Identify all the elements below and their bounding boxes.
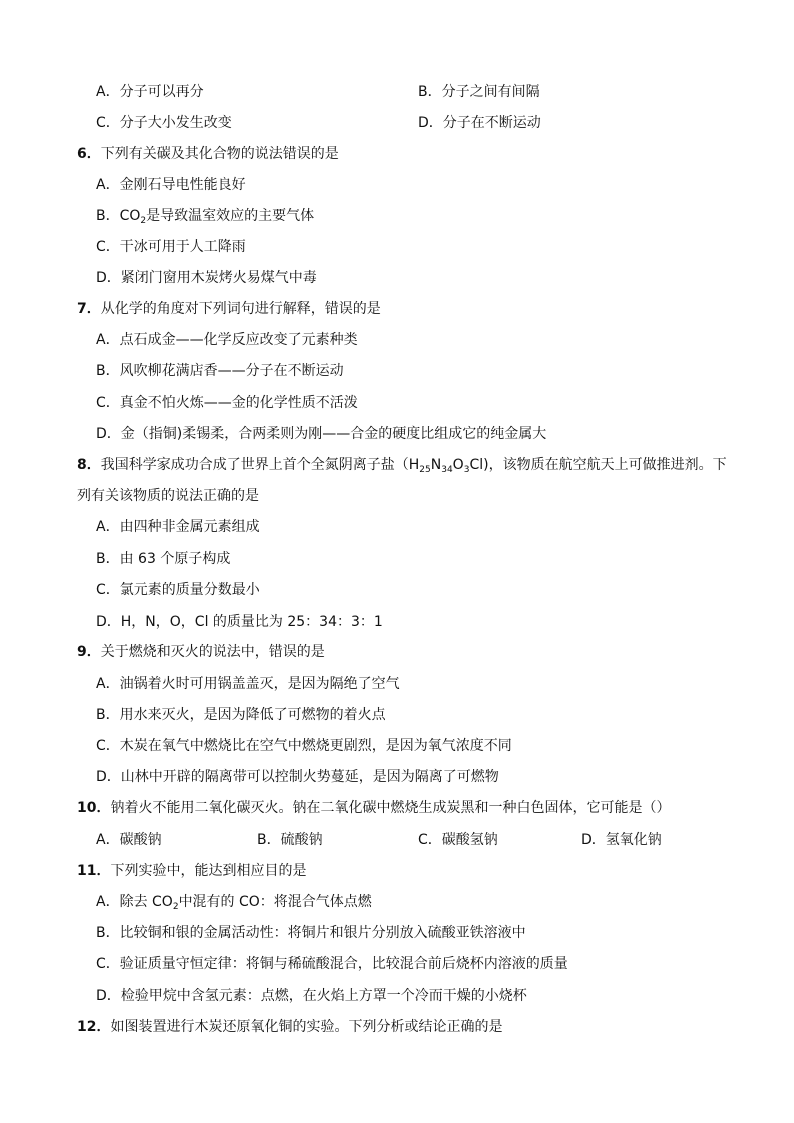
q11-option-a-post: 中混有的 CO：将混合气体点燃 [178, 894, 372, 910]
q8-stem-post: Cl)，该物质在航空航天上可做推进剂。下 [469, 457, 727, 473]
q8-formula-o: O [452, 457, 464, 473]
q12-stem [77, 1016, 794, 1038]
q10-option-d: D．氢氧化钠 [581, 832, 662, 848]
q9-option-b: B．用水来灭火，是因为降低了可燃物的着火点 [96, 707, 386, 723]
q9-option-d: D．山林中开辟的隔离带可以控制火势蔓延，是因为隔离了可燃物 [96, 769, 499, 785]
q12-number: 12． [77, 1019, 111, 1035]
q7-option-c: C．真金不怕火炼——金的化学性质不活泼 [96, 395, 358, 411]
q7-option-b: B．风吹柳花满店香——分子在不断运动 [96, 363, 344, 379]
q11-option-a-pre: A．除去 CO [96, 894, 173, 910]
q8-stem-pre: 我国科学家成功合成了世界上首个全氮阴离子盐（H [100, 457, 420, 473]
q5-options-row-2 [96, 112, 794, 134]
q6-option-b-pre: B．CO [96, 208, 141, 224]
q8-number: 8． [77, 457, 101, 473]
q6-option-c: C．干冰可用于人工降雨 [96, 239, 246, 255]
q8-option-d: D．H，N，O，Cl 的质量比为 25：34：3：1 [96, 614, 383, 630]
q8-formula-n: N [430, 457, 442, 473]
q5-option-d: D．分子在不断运动 [418, 115, 541, 131]
q6-stem [77, 143, 794, 165]
q6-option-a: A．金刚石导电性能良好 [96, 177, 246, 193]
q7-stem [77, 298, 794, 320]
q10-option-a: A．碳酸钠 [96, 832, 162, 848]
q8-formula-sub-1: 25 [419, 465, 431, 475]
q7-option-a: A．点石成金——化学反应改变了元素种类 [96, 332, 358, 348]
q9-stem-text: 关于燃烧和灭火的说法中，错误的是 [100, 644, 325, 660]
q11-option-d: D．检验甲烷中含氢元素：点燃，在火焰上方罩一个冷而干燥的小烧杯 [96, 988, 527, 1004]
q11-stem [77, 860, 794, 882]
q11-option-c: C．验证质量守恒定律：将铜与稀硫酸混合，比较混合前后烧杯内溶液的质量 [96, 956, 568, 972]
q9-option-a: A．油锅着火时可用锅盖盖灭，是因为隔绝了空气 [96, 676, 400, 692]
q6-option-b [96, 205, 794, 227]
q9-number: 9． [77, 644, 101, 660]
q11-option-a-sub: 2 [172, 902, 179, 912]
q11-option-a [96, 891, 794, 913]
q5-option-b: B．分子之间有间隔 [418, 84, 540, 100]
q6-number: 6． [77, 146, 101, 162]
q7-stem-text: 从化学的角度对下列词句进行解释，错误的是 [100, 301, 381, 317]
q8-formula-sub-2: 34 [441, 465, 453, 475]
q10-option-b: B．硫酸钠 [257, 832, 323, 848]
q9-option-c: C．木炭在氧气中燃烧比在空气中燃烧更剧烈，是因为氧气浓度不同 [96, 738, 512, 754]
q10-number: 10． [77, 800, 111, 816]
q11-option-b: B．比较铜和银的金属活动性：将铜片和银片分别放入硫酸亚铁溶液中 [96, 925, 526, 941]
q5-options-row-1 [96, 81, 794, 103]
q12-stem-text: 如图装置进行木炭还原氧化铜的实验。下列分析或结论正确的是 [110, 1019, 503, 1035]
q11-stem-text: 下列实验中，能达到相应目的是 [110, 863, 307, 879]
q6-option-b-sub: 2 [140, 216, 147, 226]
q8-formula-sub-3: 3 [463, 465, 470, 475]
q9-stem [77, 641, 794, 663]
q8-option-c: C．氯元素的质量分数最小 [96, 582, 260, 598]
q6-option-b-post: 是导致温室效应的主要气体 [146, 208, 315, 224]
q6-stem-text: 下列有关碳及其化合物的说法错误的是 [100, 146, 339, 162]
q11-number: 11． [77, 863, 111, 879]
q8-stem-line-2: 列有关该物质的说法正确的是 [77, 488, 259, 504]
q7-option-d: D．金（指铜)柔锡柔，合两柔则为刚——合金的硬度比组成它的纯金属大 [96, 426, 547, 442]
q10-stem [77, 797, 794, 819]
q5-option-a: A．分子可以再分 [96, 84, 204, 100]
q8-stem-line-1 [77, 454, 794, 476]
q6-option-d: D．紧闭门窗用木炭烤火易煤气中毒 [96, 270, 317, 286]
q5-option-c: C．分子大小发生改变 [96, 115, 232, 131]
q10-stem-text: 钠着火不能用二氧化碳灭火。钠在二氧化碳中燃烧生成炭黑和一种白色固体，它可能是（） [110, 800, 671, 816]
q7-number: 7． [77, 301, 101, 317]
q8-option-a: A．由四种非金属元素组成 [96, 519, 260, 535]
q10-option-c: C．碳酸氢钠 [418, 832, 498, 848]
q10-options-row [96, 829, 776, 851]
q8-option-b: B．由 63 个原子构成 [96, 551, 231, 567]
